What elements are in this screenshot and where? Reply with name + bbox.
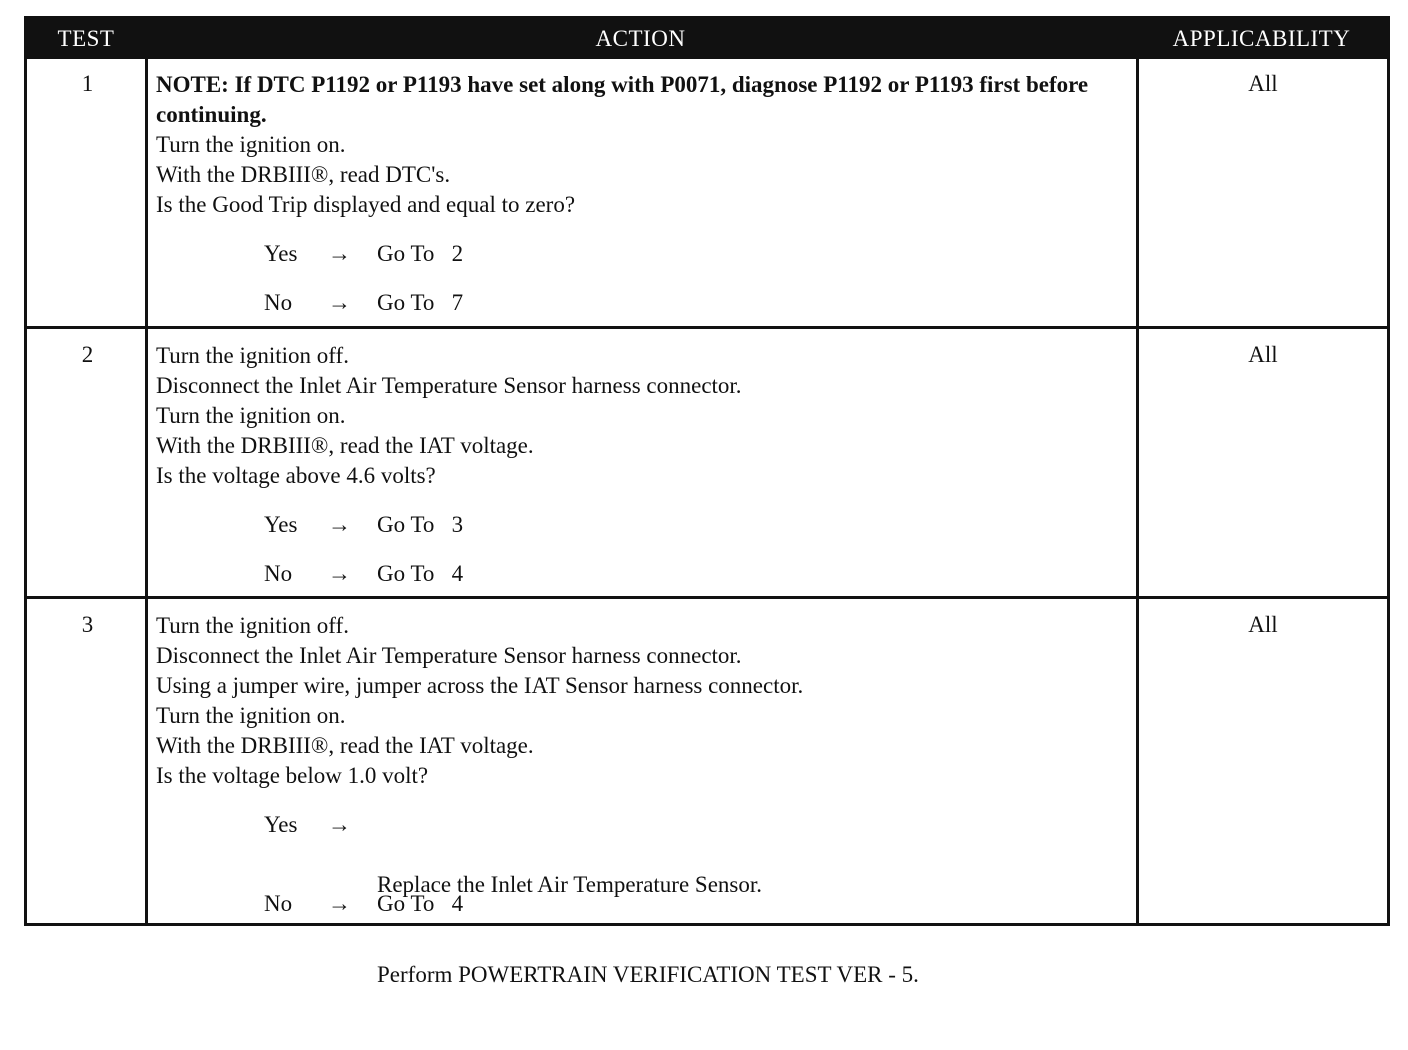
action-line: Turn the ignition on. — [156, 703, 346, 728]
header-applicability: APPLICABILITY — [1172, 26, 1351, 51]
answer-result — [377, 810, 919, 1050]
arrow-right-icon: → — [328, 290, 351, 315]
answer-label: Yes — [264, 241, 298, 266]
answer-result: Go To 3 — [377, 512, 464, 537]
action-line: With the DRBIII®, read DTC's. — [156, 162, 451, 187]
answer-result-line-1: Replace the Inlet Air Temperature Sensor. — [377, 872, 763, 897]
answer-label: Yes — [264, 512, 298, 537]
answer-no — [156, 288, 1136, 318]
arrow-right-icon: → — [328, 241, 351, 266]
action-line: Turn the ignition on. — [156, 132, 346, 157]
action-line: Using a jumper wire, jumper across the IAT Sensor harness connector. — [156, 673, 804, 698]
table-row-test-2 — [27, 329, 1387, 596]
action-cell — [156, 341, 1136, 589]
arrow-right-icon: → — [328, 891, 351, 916]
action-line: Is the Good Trip displayed and equal to zero? — [156, 192, 576, 217]
table-row-test-1 — [27, 59, 1387, 326]
action-line: With the DRBIII®, read the IAT voltage. — [156, 733, 534, 758]
answer-label: No — [264, 290, 293, 315]
answer-yes — [156, 239, 1136, 269]
answer-label: Yes — [264, 812, 298, 837]
action-line: Turn the ignition off. — [156, 343, 349, 368]
action-line: Disconnect the Inlet Air Temperature Sensor harness connector. — [156, 373, 742, 398]
answer-result: Go To 4 — [377, 561, 464, 586]
table-row-test-3 — [27, 599, 1387, 987]
arrow-right-icon: → — [328, 512, 351, 537]
answer-result: Go To 2 — [377, 241, 464, 266]
action-line: Turn the ignition off. — [156, 613, 349, 638]
answer-yes — [156, 510, 1136, 540]
action-cell — [156, 70, 1136, 318]
header-test: TEST — [57, 26, 115, 51]
arrow-right-icon: → — [328, 561, 351, 586]
action-cell — [156, 611, 1136, 987]
action-line: Is the voltage below 1.0 volt? — [156, 763, 429, 788]
note-text: NOTE: If DTC P1192 or P1193 have set along with P0071, diagnose P1192 or P1193 first before continuing. — [156, 72, 1089, 127]
answer-label: No — [264, 891, 293, 916]
header-action: ACTION — [595, 26, 686, 51]
answer-result-line-2: Perform POWERTRAIN VERIFICATION TEST VER - 5. — [377, 962, 919, 987]
answer-result: Go To 4 — [377, 891, 464, 916]
diagnostic-test-table — [24, 16, 1390, 987]
test-number: 3 — [81, 612, 94, 637]
answer-result: Go To 7 — [377, 290, 464, 315]
answer-no — [156, 559, 1136, 589]
table-header — [27, 19, 1387, 59]
action-line: With the DRBIII®, read the IAT voltage. — [156, 433, 534, 458]
action-line: Disconnect the Inlet Air Temperature Sensor harness connector. — [156, 643, 742, 668]
action-line: Turn the ignition on. — [156, 403, 346, 428]
answer-label: No — [264, 561, 293, 586]
applicability-cell: All — [1248, 612, 1278, 637]
action-line: Is the voltage above 4.6 volts? — [156, 463, 436, 488]
test-number: 1 — [81, 71, 94, 96]
applicability-cell: All — [1248, 71, 1278, 96]
arrow-right-icon: → — [328, 812, 351, 837]
answer-no — [156, 889, 1136, 919]
applicability-cell: All — [1248, 342, 1278, 367]
test-number: 2 — [81, 342, 94, 367]
